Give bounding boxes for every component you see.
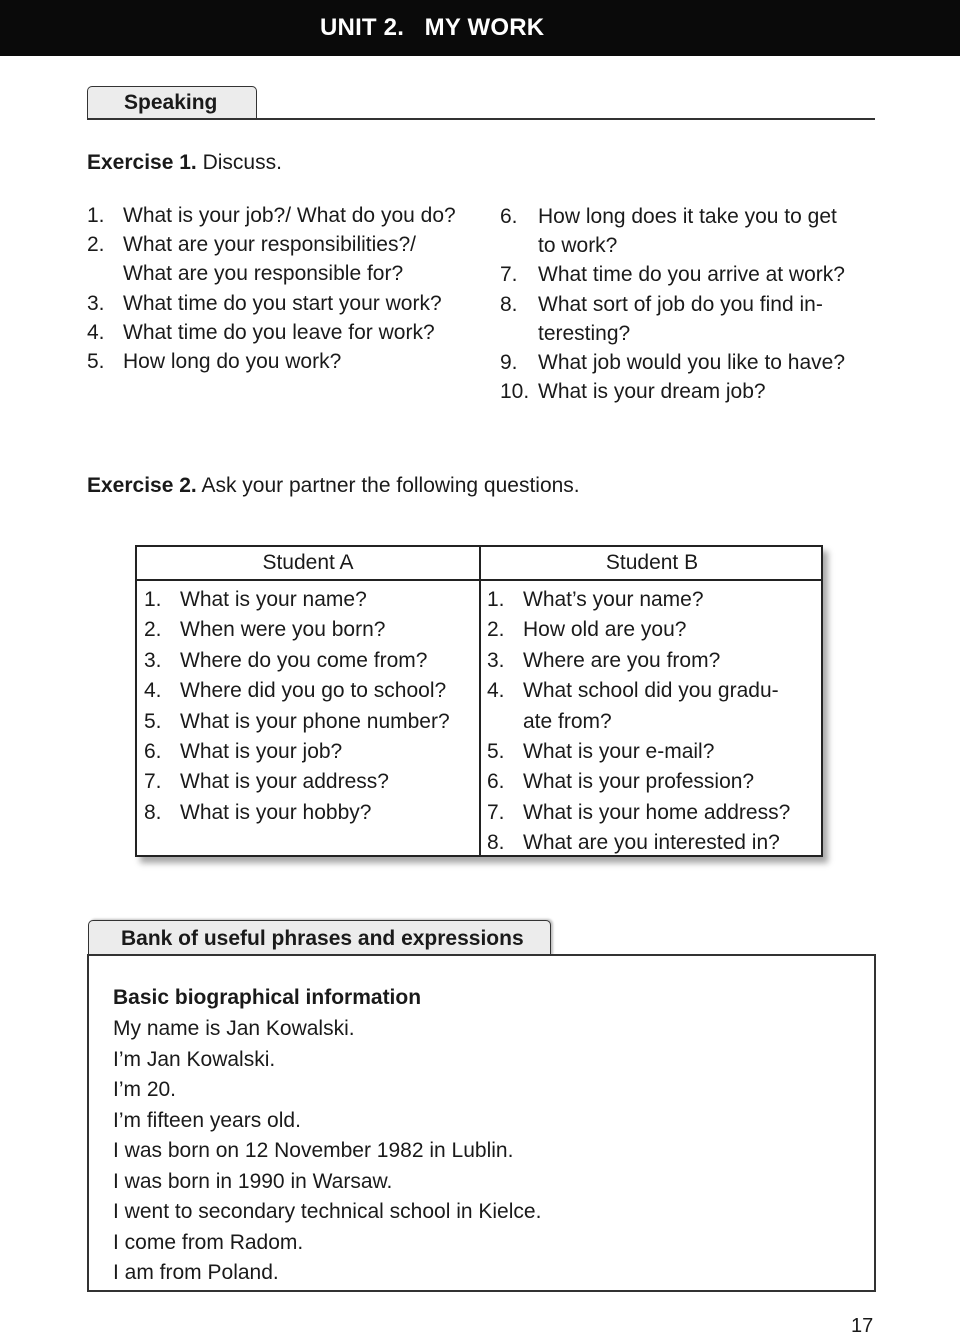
exercise-1-question — [87, 347, 341, 376]
exercise-1-question — [500, 231, 617, 260]
item-number: 2. — [487, 618, 505, 642]
phrase-line: I come from Radom. — [113, 1230, 304, 1254]
item-number: 8. — [487, 831, 505, 855]
item-text: What is your address? — [180, 770, 389, 794]
exercise-1-question — [500, 260, 845, 289]
table-header-rule — [137, 579, 821, 581]
phrase-line: I’m Jan Kowalski. — [113, 1047, 276, 1071]
student-b-question — [487, 615, 686, 645]
item-number: 3. — [144, 648, 162, 672]
exercise-1-question — [500, 348, 845, 377]
student-b-question — [487, 707, 612, 737]
exercise-1-question — [87, 230, 416, 259]
unit-title: UNIT 2. MY WORK — [320, 14, 545, 41]
item-number: 7. — [487, 800, 505, 824]
item-number: 3. — [87, 291, 105, 315]
item-text: How old are you? — [523, 618, 687, 642]
student-b-question — [487, 737, 714, 767]
partner-questions-table — [135, 545, 823, 857]
item-number: 8. — [500, 292, 518, 316]
student-b-question — [487, 585, 704, 615]
table-column-divider — [479, 547, 481, 855]
exercise-2-label: Exercise 2. — [87, 474, 197, 497]
item-text: What sort of job do you find in- — [538, 292, 823, 316]
item-text: Where do you come from? — [180, 648, 428, 672]
exercise-1-question — [500, 202, 837, 231]
phrase-line: My name is Jan Kowalski. — [113, 1017, 355, 1040]
item-text: What is your job?/ What do you do? — [123, 204, 456, 227]
item-text: What is your e-mail? — [523, 740, 715, 763]
item-text: What is your home address? — [523, 800, 791, 824]
phrase-line: I was born in 1990 in Warsaw. — [113, 1169, 393, 1193]
student-a-question — [144, 676, 446, 706]
student-a-question — [144, 615, 385, 645]
item-number: 10. — [500, 380, 530, 404]
student-a-question — [144, 707, 450, 737]
speaking-divider — [87, 118, 875, 120]
phrase-bank-tab: Bank of useful phrases and expressions — [88, 920, 551, 956]
student-b-question — [487, 798, 790, 828]
item-number: 2. — [144, 618, 162, 642]
item-text: ate from? — [523, 709, 612, 733]
item-text: What’s your name? — [523, 588, 704, 611]
student-a-question — [144, 798, 371, 828]
student-b-heading: Student B — [605, 551, 699, 574]
student-b-question — [487, 767, 754, 797]
item-number: 4. — [487, 679, 505, 703]
phrase-bank-box — [87, 954, 876, 1292]
exercise-2-instruction: Ask your partner the following questions. — [196, 474, 580, 497]
item-text: How long does it take you to get — [538, 205, 837, 228]
phrase-line: I am from Poland. — [113, 1261, 279, 1284]
student-a-question — [144, 737, 342, 767]
exercise-1-question — [500, 319, 630, 348]
exercise-1-instruction: Discuss. — [196, 151, 282, 174]
item-number: 7. — [144, 770, 162, 794]
item-text: What is your dream job? — [538, 380, 766, 404]
item-number: 6. — [487, 770, 505, 794]
item-text: to work? — [538, 234, 618, 258]
exercise-1-label: Exercise 1. — [87, 151, 197, 174]
item-number: 3. — [487, 648, 505, 672]
item-text: What are you interested in? — [523, 831, 780, 855]
item-number: 8. — [144, 800, 162, 824]
exercise-1-question — [87, 289, 442, 318]
item-number: 9. — [500, 351, 518, 374]
item-text: Where did you go to school? — [180, 679, 447, 703]
exercise-1-question — [87, 318, 435, 347]
exercise-2-heading — [87, 474, 580, 498]
item-number: 2. — [87, 233, 105, 257]
item-text: What job would you like to have? — [538, 351, 846, 374]
item-text: Where are you from? — [523, 648, 721, 672]
exercise-1-question — [500, 377, 766, 406]
item-text: teresting? — [538, 321, 631, 345]
item-text: What time do you arrive at work? — [538, 263, 845, 287]
item-text: What is your profession? — [523, 770, 755, 794]
item-number: 6. — [500, 205, 518, 228]
exercise-1-question — [500, 290, 823, 319]
item-number: 5. — [487, 740, 505, 763]
speaking-tab: Speaking — [87, 86, 257, 120]
item-number: 5. — [87, 350, 105, 373]
phrase-line: I’m fifteen years old. — [113, 1108, 301, 1132]
item-text: What is your hobby? — [180, 800, 372, 824]
phrase-line: I went to secondary technical school in Kielce. — [113, 1200, 542, 1223]
item-text: What time do you start your work? — [123, 291, 442, 315]
item-number: 1. — [487, 588, 505, 611]
item-text: How long do you work? — [123, 350, 342, 373]
student-a-question — [144, 767, 389, 797]
item-number: 4. — [87, 320, 105, 344]
item-number: 1. — [87, 204, 105, 227]
item-number: 7. — [500, 263, 518, 287]
item-number: 5. — [144, 709, 162, 733]
exercise-1-question — [87, 259, 403, 288]
exercise-1-question — [87, 201, 456, 230]
phrase-bank-heading: Basic biographical information — [113, 986, 422, 1009]
item-number: 6. — [144, 740, 162, 763]
item-text: What school did you gradu- — [523, 679, 779, 703]
item-text: What are you responsible for? — [123, 262, 404, 286]
student-a-question — [144, 585, 367, 615]
item-number: 1. — [144, 588, 162, 611]
phrase-line: I was born on 12 November 1982 in Lublin. — [113, 1139, 514, 1162]
unit-header-bar — [0, 0, 960, 56]
page-number: 17 — [851, 1315, 874, 1337]
item-text: What are your responsibilities?/ — [123, 233, 416, 257]
item-text: What is your job? — [180, 740, 343, 763]
student-b-question — [487, 828, 780, 858]
item-number: 4. — [144, 679, 162, 703]
item-text: What is your phone number? — [180, 709, 450, 733]
student-a-question — [144, 646, 427, 676]
item-text: What is your name? — [180, 588, 367, 611]
student-b-question — [487, 646, 720, 676]
exercise-1-heading — [87, 151, 282, 175]
student-b-question — [487, 676, 779, 706]
student-a-heading: Student A — [262, 551, 354, 574]
item-text: When were you born? — [180, 618, 386, 642]
item-text: What time do you leave for work? — [123, 320, 435, 344]
phrase-line: I’m 20. — [113, 1078, 177, 1101]
